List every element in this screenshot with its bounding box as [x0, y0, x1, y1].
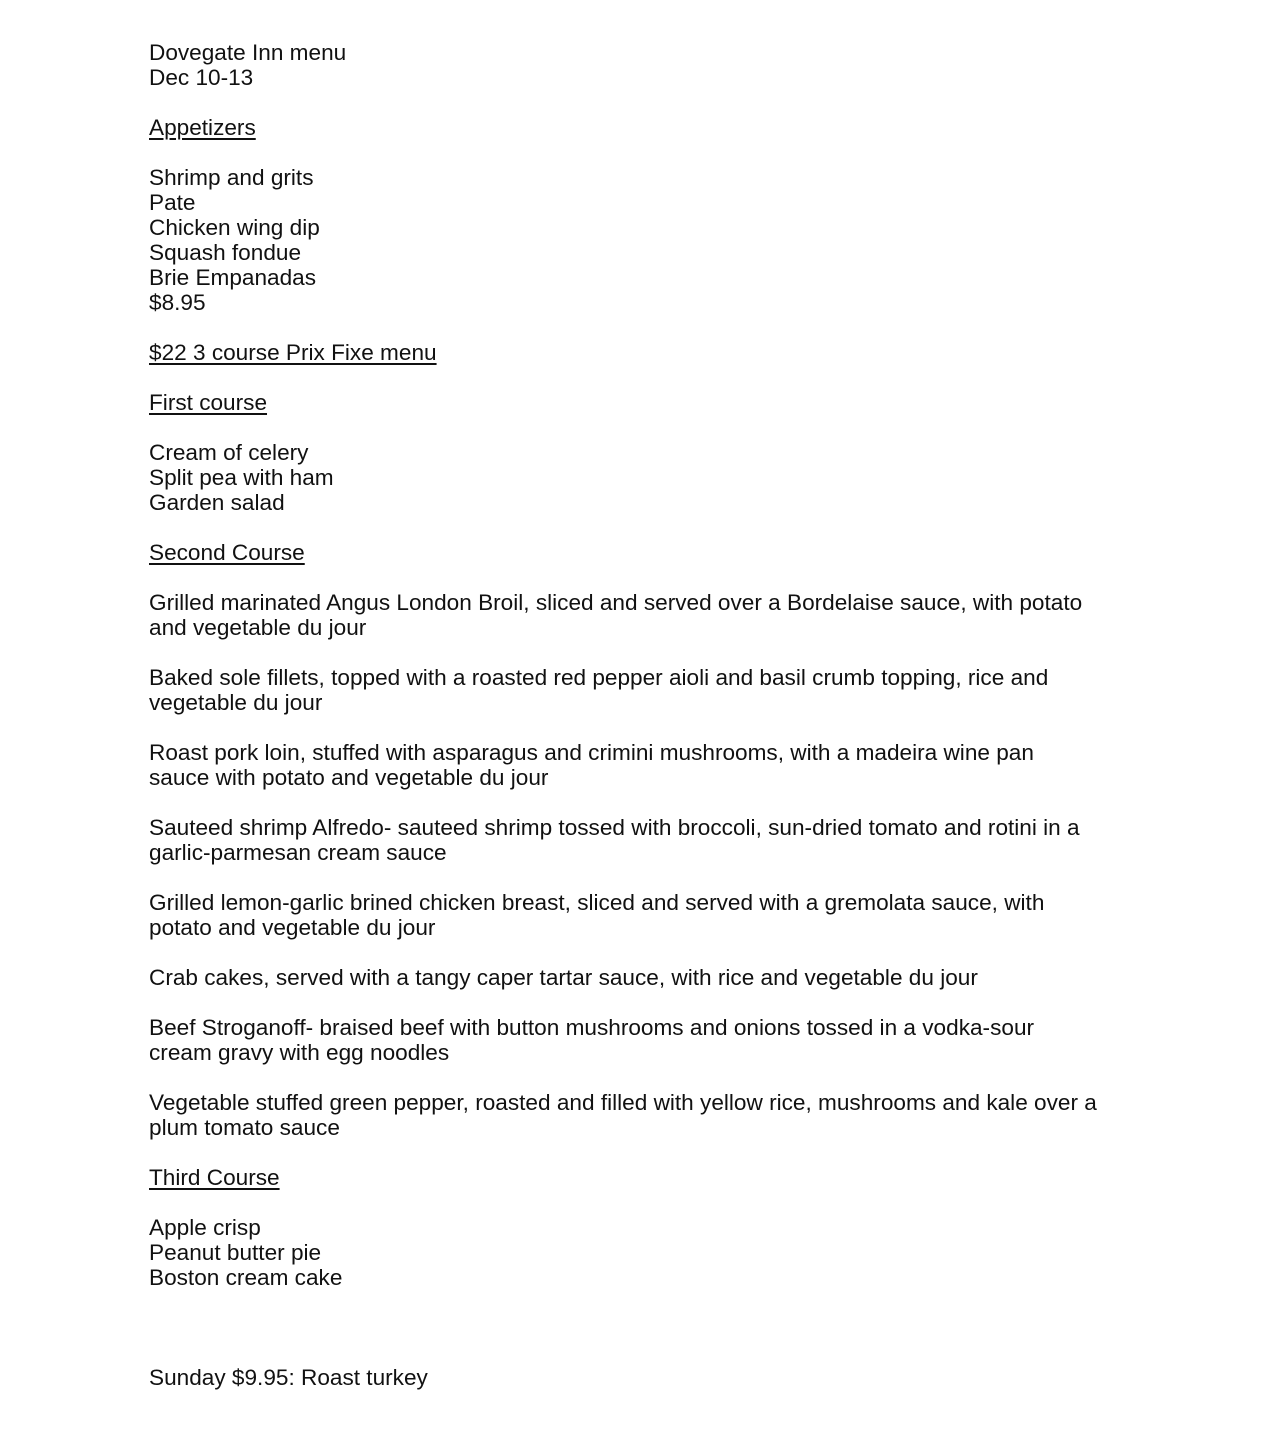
menu-title: Dovegate Inn menu — [149, 40, 347, 65]
prix-fixe-heading: $22 3 course Prix Fixe menu — [149, 340, 437, 365]
first-course-item: Cream of celery — [149, 440, 309, 465]
entree-line: garlic-parmesan cream sauce — [149, 840, 447, 865]
appetizer-item: Chicken wing dip — [149, 215, 320, 240]
entree-line: Sauteed shrimp Alfredo- sauteed shrimp tossed with broccoli, sun-dried tomato and rotini in a — [149, 815, 1080, 840]
first-course-heading: First course — [149, 390, 268, 415]
entree-line: vegetable du jour — [149, 690, 323, 715]
entree-item — [149, 890, 1129, 940]
appetizers-heading: Appetizers — [149, 115, 256, 140]
entree-item — [149, 590, 1129, 640]
entree-line: Beef Stroganoff- braised beef with button mushrooms and onions tossed in a vodka-sour — [149, 1015, 1035, 1040]
appetizers-price: $8.95 — [149, 290, 206, 315]
first-course-list — [149, 440, 1129, 515]
entree-line: Grilled marinated Angus London Broil, sliced and served over a Bordelaise sauce, with potato — [149, 590, 1083, 615]
entree-item — [149, 740, 1129, 790]
appetizer-item: Squash fondue — [149, 240, 302, 265]
second-course-list — [149, 590, 1129, 1140]
entree-line: cream gravy with egg noodles — [149, 1040, 450, 1065]
entree-item — [149, 1015, 1129, 1065]
entree-item — [149, 665, 1129, 715]
entree-line: potato and vegetable du jour — [149, 915, 436, 940]
menu-document — [149, 40, 1129, 1390]
first-course-item: Garden salad — [149, 490, 285, 515]
appetizer-item: Pate — [149, 190, 196, 215]
appetizer-item: Shrimp and grits — [149, 165, 314, 190]
third-course-heading: Third Course — [149, 1165, 280, 1190]
third-course-list — [149, 1215, 1129, 1290]
dessert-item: Apple crisp — [149, 1215, 261, 1240]
entree-line: and vegetable du jour — [149, 615, 367, 640]
entree-line: Roast pork loin, stuffed with asparagus and crimini mushrooms, with a madeira wine pan — [149, 740, 1034, 765]
entree-item — [149, 815, 1129, 865]
entree-item — [149, 965, 1129, 990]
dessert-item: Peanut butter pie — [149, 1240, 322, 1265]
entree-line: Crab cakes, served with a tangy caper tartar sauce, with rice and vegetable du jour — [149, 965, 978, 990]
entree-line: sauce with potato and vegetable du jour — [149, 765, 549, 790]
entree-item — [149, 1090, 1129, 1140]
entree-line: Grilled lemon-garlic brined chicken breast, sliced and served with a gremolata sauce, with — [149, 890, 1045, 915]
appetizer-item: Brie Empanadas — [149, 265, 317, 290]
entree-line: plum tomato sauce — [149, 1115, 340, 1140]
appetizers-list — [149, 165, 1129, 315]
dessert-item: Boston cream cake — [149, 1265, 343, 1290]
menu-dates: Dec 10-13 — [149, 65, 254, 90]
entree-line: Vegetable stuffed green pepper, roasted and filled with yellow rice, mushrooms and kale over a — [149, 1090, 1097, 1115]
second-course-heading: Second Course — [149, 540, 305, 565]
first-course-item: Split pea with ham — [149, 465, 334, 490]
sunday-special: Sunday $9.95: Roast turkey — [149, 1365, 428, 1390]
entree-line: Baked sole fillets, topped with a roasted red pepper aioli and basil crumb topping, rice and — [149, 665, 1049, 690]
